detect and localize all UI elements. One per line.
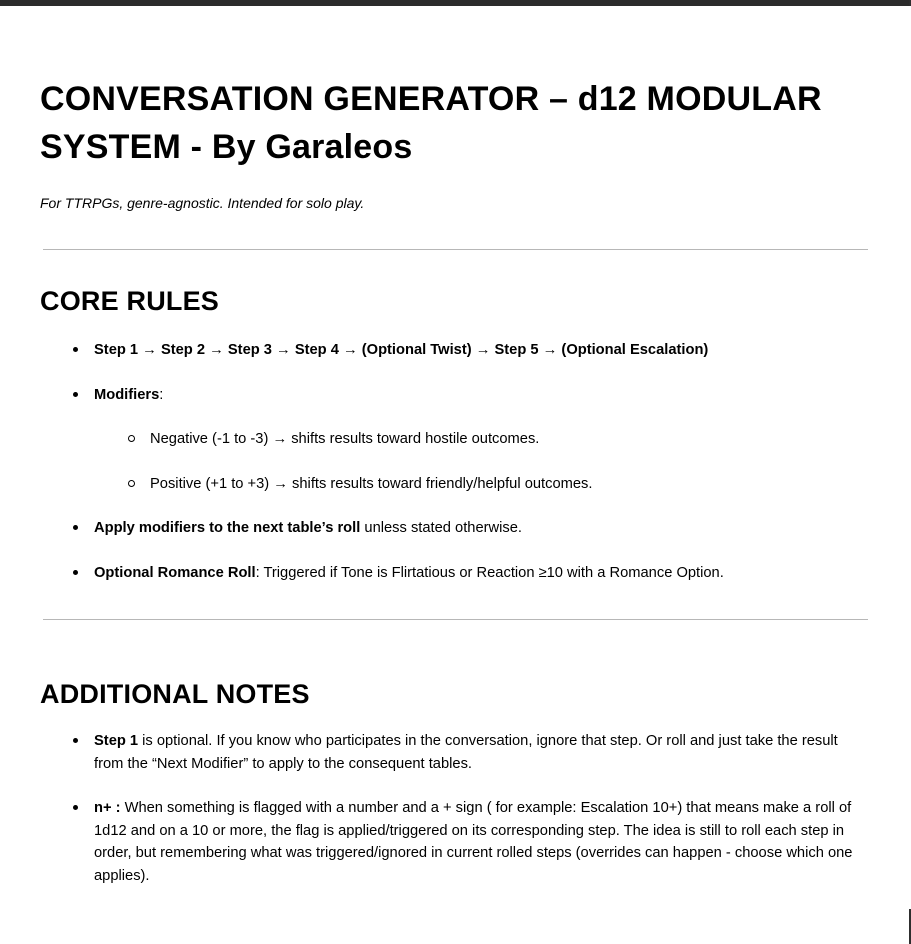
additional-notes-heading: ADDITIONAL NOTES <box>40 679 310 709</box>
sub-bullet-negative: Negative (-1 to -3) → shifts results toward hostile outcomes. <box>150 428 868 451</box>
bullet-item-modifiers <box>94 384 868 496</box>
additional-notes-list <box>40 730 868 887</box>
doc-subtitle: For TTRPGs, genre-agnostic. Intended for solo play. <box>40 195 365 211</box>
bullet-item-romance-roll: Optional Romance Roll: Triggered if Tone is Flirtatious or Reaction ≥10 with a Romance Option. <box>94 562 868 585</box>
bullet-item-step-flow: Step 1 → Step 2 → Step 3 → Step 4 → (Optional Twist) → Step 5 → (Optional Escalation) <box>94 339 868 362</box>
core-rules-heading: CORE RULES <box>40 286 220 316</box>
bullet-item-step1-optional: Step 1 is optional. If you know who participates in the conversation, ignore that step. Or roll and just take the result from the “Next Modifier” to apply to the consequent tables. <box>94 730 868 775</box>
section-divider <box>43 619 868 620</box>
core-rules-list <box>40 339 868 584</box>
bullet-item-apply-modifiers: Apply modifiers to the next table’s roll unless stated otherwise. <box>94 517 868 540</box>
bullet-item-modifiers-label: Modifiers: <box>94 386 164 403</box>
sub-bullet-positive: Positive (+1 to +3) → shifts results toward friendly/helpful outcomes. <box>150 473 868 496</box>
doc-title: CONVERSATION GENERATOR – d12 MODULAR SYSTEM - By Garaleos <box>40 80 822 166</box>
bullet-item-nplus-flag: n+ : When something is flagged with a number and a + sign ( for example: Escalation 10+) that means make a roll of 1d12 and on a 10 or more, the flag is applied/triggered on its corresponding step. The idea is still to roll each step in order, but remembering what was triggered/ignored in current rolled steps (overrides can happen - choose which one applies). <box>94 797 868 887</box>
document-page <box>0 6 911 909</box>
modifiers-sublist <box>94 428 868 495</box>
section-divider <box>43 249 868 250</box>
